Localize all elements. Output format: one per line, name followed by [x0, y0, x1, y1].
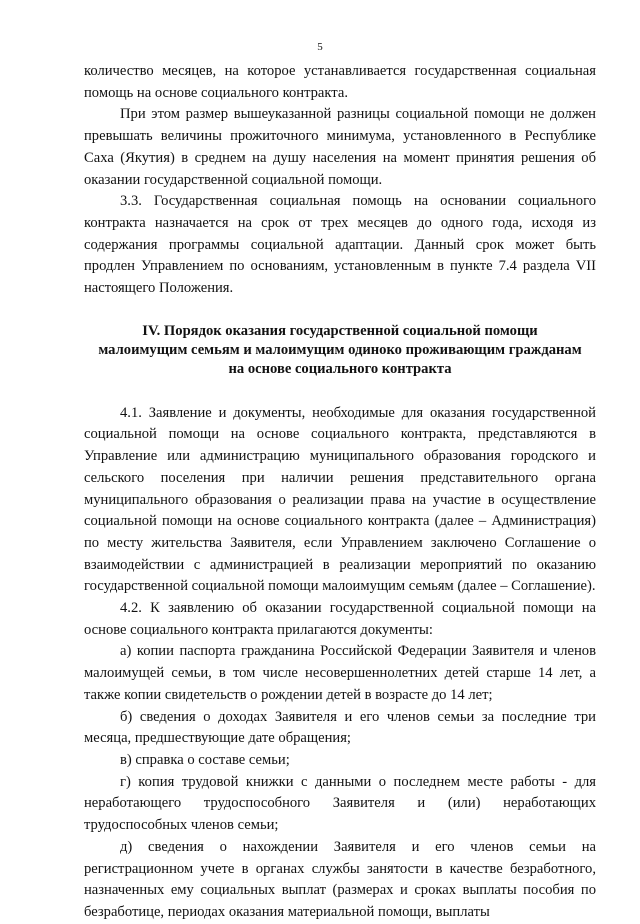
paragraph-3-3: 3.3. Государственная социальная помощь на основании социального контракта назначается на срок от трех месяцев до одного года, исходя из содержания программы социальной адаптации. Данный срок может быть продлен Управлением по основаниям, установленным в пункте 7.4 раздела VII настоящего Положения.	[84, 193, 596, 297]
list-item-b: б) сведения о доходах Заявителя и его членов семьи за последние три месяца, предшествующие дате обращения;	[84, 708, 596, 747]
section-heading-line: на основе социального контракта	[228, 360, 452, 377]
list-item-g: г) копия трудовой книжки с данными о последнем месте работы - для неработающего трудоспособного Заявителя и (или) неработающих трудоспособных членов семьи;	[84, 773, 596, 834]
paragraph-4-2: 4.2. К заявлению об оказании государственной социальной помощи на основе социального контракта прилагаются документы:	[84, 600, 596, 638]
document-body	[84, 61, 596, 924]
section-heading-line: малоимущим семьям и малоимущим одиноко проживающим гражданам	[98, 341, 582, 358]
paragraph-minimum-limit: При этом размер вышеуказанной разницы социальной помощи не должен превышать величины прожиточного минимума, установленного в Республике Саха (Якутия) в среднем на душу населения на момент принятия решения об оказании государственной социальной помощи.	[84, 106, 596, 188]
section-heading-iv	[84, 322, 596, 379]
list-item-v: в) справка о составе семьи;	[120, 751, 290, 768]
paragraph-4-1: 4.1. Заявление и документы, необходимые для оказания государственной социальной помощи на основе социального контракта, представляются в Управление или администрацию муниципального образования городского и сельского поселения при наличии решения представительного органа муниципального образования о реализации права на участие в осуществление социальной помощи на основе социального контракта (далее – Администрация) по месту жительства Заявителя, если Управлением заключено Соглашение о взаимодействии с администрацией в реализации мероприятий по оказанию государственной социальной помощи малоимущим семьям (далее – Соглашение).	[84, 404, 596, 595]
paragraph-continuation: количество месяцев, на которое устанавливается государственная социальная помощь на основе социального контракта.	[84, 63, 596, 101]
list-item-d: д) сведения о нахождении Заявителя и его членов семьи на регистрационном учете в органах службы занятости в качестве безработного, назначенных ему социальных выплат (размерах и сроках выплаты пособия по безработице, периодах оказания материальной помощи, выплаты	[84, 838, 596, 920]
page-number: 5	[317, 41, 323, 53]
section-heading-line: IV. Порядок оказания государственной социальной помощи	[142, 322, 538, 339]
list-item-a: а) копии паспорта гражданина Российской Федерации Заявителя и членов малоимущей семьи, в том числе несовершеннолетних детей старше 14 лет, а также копии свидетельств о рождении детей в возрасте до 14 лет;	[84, 643, 596, 703]
